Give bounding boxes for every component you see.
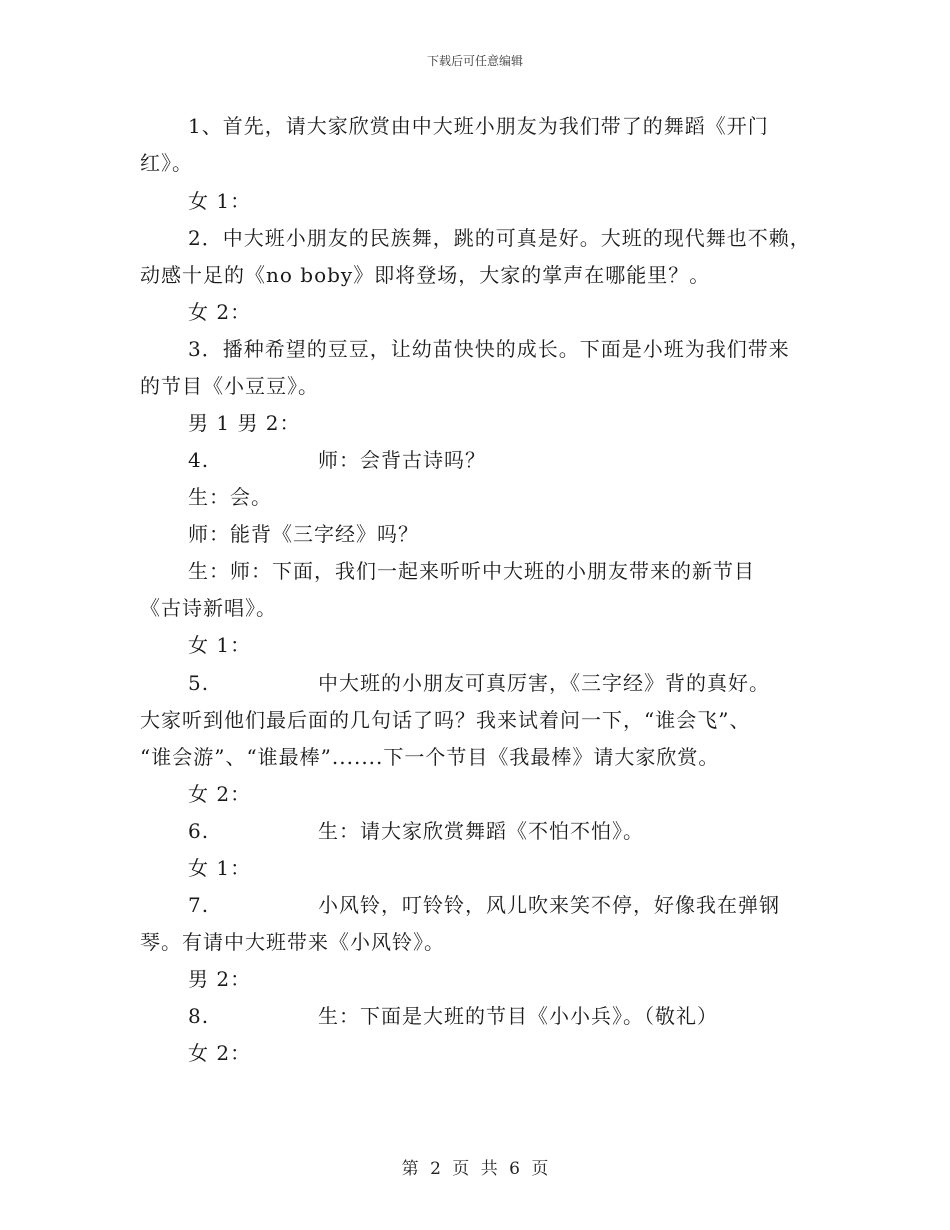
item-number: 8. bbox=[188, 1004, 210, 1028]
paragraph-line: 1、首先，请大家欣赏由中大班小朋友为我们带了的舞蹈《开门 bbox=[188, 114, 769, 138]
speaker-label: 女 1： bbox=[188, 856, 252, 880]
paragraph-text: 生：下面是大班的节目《小小兵》。（敬礼） bbox=[318, 1004, 718, 1028]
speaker-label: 女 1： bbox=[188, 189, 252, 213]
item-number: 7. bbox=[188, 893, 210, 917]
paragraph-line: 生：师：下面，我们一起来听听中大班的小朋友带来的新节目 bbox=[188, 559, 755, 583]
paragraph-line: 红》。 bbox=[140, 151, 193, 175]
paragraph-line: 动感十足的《no boby》即将登场，大家的掌声在哪能里？。 bbox=[140, 263, 711, 287]
numbered-line bbox=[188, 670, 770, 696]
page-header: 下载后可任意编辑 bbox=[426, 54, 523, 68]
item-number: 5. bbox=[188, 671, 210, 695]
paragraph-line: 3．播种希望的豆豆，让幼苗快快的成长。下面是小班为我们带来 bbox=[188, 337, 790, 361]
speaker-label: 男 1 男 2： bbox=[188, 411, 301, 435]
paragraph-line: 大家听到他们最后面的几句话了吗？我来试着问一下，“谁会飞”、 bbox=[140, 708, 751, 732]
speaker-label: 女 2： bbox=[188, 300, 252, 324]
speaker-label: 女 1： bbox=[188, 633, 252, 657]
paragraph-line: 琴。有请中大班带来《小风铃》。 bbox=[140, 930, 445, 954]
paragraph-line: “谁会游”、“谁最棒”.......下一个节目《我最棒》请大家欣赏。 bbox=[140, 745, 720, 769]
paragraph-line: 生：会。 bbox=[188, 485, 272, 509]
speaker-label: 女 2： bbox=[188, 1041, 252, 1065]
paragraph-line: 《古诗新唱》。 bbox=[140, 596, 277, 620]
paragraph-line: 师：能背《三字经》吗？ bbox=[188, 522, 419, 546]
numbered-line bbox=[188, 818, 644, 844]
paragraph-text: 中大班的小朋友可真厉害，《三字经》背的真好。 bbox=[318, 671, 770, 695]
numbered-line bbox=[188, 892, 780, 918]
numbered-line bbox=[188, 1003, 718, 1029]
paragraph-text: 师：会背古诗吗？ bbox=[318, 448, 486, 472]
speaker-label: 女 2： bbox=[188, 782, 252, 806]
item-number: 6. bbox=[188, 819, 210, 843]
numbered-line bbox=[188, 447, 486, 473]
speaker-label: 男 2： bbox=[188, 967, 252, 991]
paragraph-text: 小风铃，叮铃铃，风儿吹来笑不停，好像我在弹钢 bbox=[318, 893, 780, 917]
paragraph-line: 的节目《小豆豆》。 bbox=[140, 374, 319, 398]
page-footer: 第 2 页 共 6 页 bbox=[401, 1159, 549, 1179]
paragraph-line: 2．中大班小朋友的民族舞，跳的可真是好。大班的现代舞也不赖， bbox=[188, 226, 811, 250]
item-number: 4. bbox=[188, 448, 210, 472]
paragraph-text: 生：请大家欣赏舞蹈《不怕不怕》。 bbox=[318, 819, 644, 843]
